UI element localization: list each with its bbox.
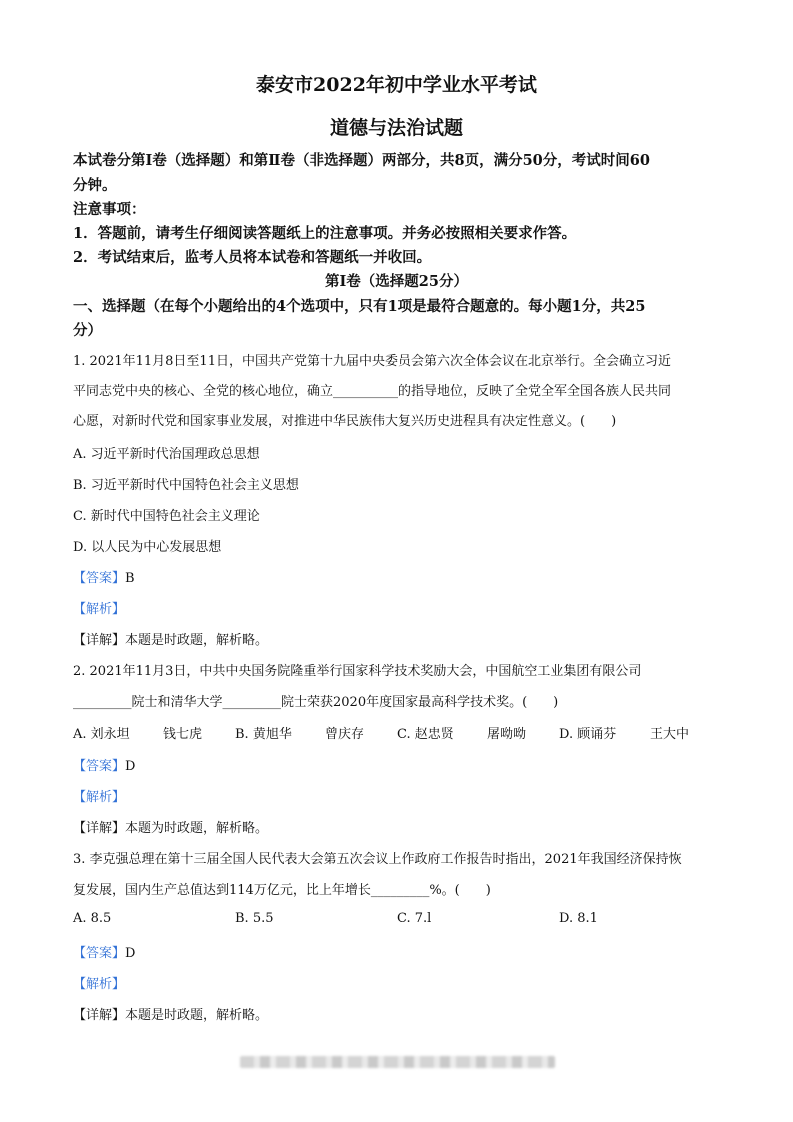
option-a: A. 8.5 [73, 911, 112, 926]
answer-label: 【答案】 [73, 759, 126, 774]
detail-line [73, 629, 268, 648]
question-stem-line: 2. 2021年11月3日，中共中央国务院隆重举行国家科学技术奖励大会，中国航空工业集团有限公司 [73, 664, 642, 679]
blurred-footer-watermark [240, 1056, 555, 1068]
answer-line [73, 942, 135, 961]
detail-text: 本题是时政题，解析略。 [125, 633, 269, 648]
answer-value: D [125, 946, 136, 961]
option-a: A. 习近平新时代治国理政总思想 [73, 447, 260, 462]
detail-line [73, 1004, 268, 1023]
intro-line-1: 本试卷分第Ⅰ卷（选择题）和第Ⅱ卷（非选择题）两部分，共8页，满分50分，考试时间60 [73, 152, 650, 169]
section-instruction-1: 一、选择题（在每个小题给出的4个选项中，只有1项是最符合题意的。每小题1分，共25 [73, 298, 646, 315]
note-1: 1．答题前，请考生仔细阅读答题纸上的注意事项。并务必按照相关要求作答。 [73, 225, 577, 242]
question-stem-line: 1. 2021年11月8日至11日，中国共产党第十九届中央委员会第六次全体会议在北京举行。全会确立习近 [73, 354, 671, 369]
analysis-label: 【解析】 [73, 977, 126, 992]
option-d: D. 顾诵芬 [559, 727, 617, 742]
answer-label: 【答案】 [73, 571, 126, 586]
option-b-second: 曾庆存 [325, 727, 365, 742]
question-stem-line: _________院士和清华大学_________院士荣获2020年度国家最高科学技术奖。( ) [73, 695, 559, 710]
note-2: 2．考试结束后，监考人员将本试卷和答题纸一并收回。 [73, 249, 432, 266]
detail-label: 【详解】 [73, 633, 126, 648]
answer-label: 【答案】 [73, 946, 126, 961]
section-instruction-2: 分） [73, 322, 102, 339]
detail-text: 本题是时政题，解析略。 [125, 1008, 269, 1023]
option-c-second: 屠呦呦 [487, 727, 527, 742]
option-c: C. 赵忠贤 [397, 727, 454, 742]
option-b: B. 黄旭华 [235, 727, 292, 742]
detail-label: 【详解】 [73, 1008, 126, 1023]
analysis-label: 【解析】 [73, 602, 126, 617]
page-subtitle: 道德与法治试题 [329, 117, 463, 139]
option-c: C. 7.l [397, 911, 432, 926]
answer-line [73, 755, 135, 774]
question-stem-line: 心愿，对新时代党和国家事业发展，对推进中华民族伟大复兴历史进程具有决定性意义。( ) [73, 414, 617, 429]
question-stem-line: 复发展，国内生产总值达到114万亿元，比上年增长_________%。( ) [73, 883, 491, 898]
option-b: B. 习近平新时代中国特色社会主义思想 [73, 478, 299, 493]
option-d-second: 王大中 [650, 727, 690, 742]
detail-line [73, 817, 268, 836]
answer-value: B [125, 571, 135, 586]
intro-line-2: 分钟。 [73, 177, 117, 194]
detail-text: 本题为时政题，解析略。 [125, 821, 269, 836]
question-stem-line: 平同志党中央的核心、全党的核心地位，确立__________的指导地位，反映了全党全军全国各族人民共同 [73, 384, 672, 399]
page-title: 泰安市2022年初中学业水平考试 [256, 74, 537, 96]
option-a-second: 钱七虎 [163, 727, 203, 742]
option-a: A. 刘永坦 [73, 727, 130, 742]
answer-line [73, 567, 135, 586]
option-d: D. 以人民为中心发展思想 [73, 540, 222, 555]
option-b: B. 5.5 [235, 911, 274, 926]
section-title: 第Ⅰ卷（选择题25分） [325, 273, 468, 290]
answer-value: D [125, 759, 136, 774]
option-d: D. 8.1 [559, 911, 598, 926]
analysis-label: 【解析】 [73, 790, 126, 805]
notes-title: 注意事项： [73, 201, 146, 218]
option-c: C. 新时代中国特色社会主义理论 [73, 509, 260, 524]
question-stem-line: 3. 李克强总理在第十三届全国人民代表大会第五次会议上作政府工作报告时指出，2021年我国经济保持恢 [73, 852, 682, 867]
detail-label: 【详解】 [73, 821, 126, 836]
